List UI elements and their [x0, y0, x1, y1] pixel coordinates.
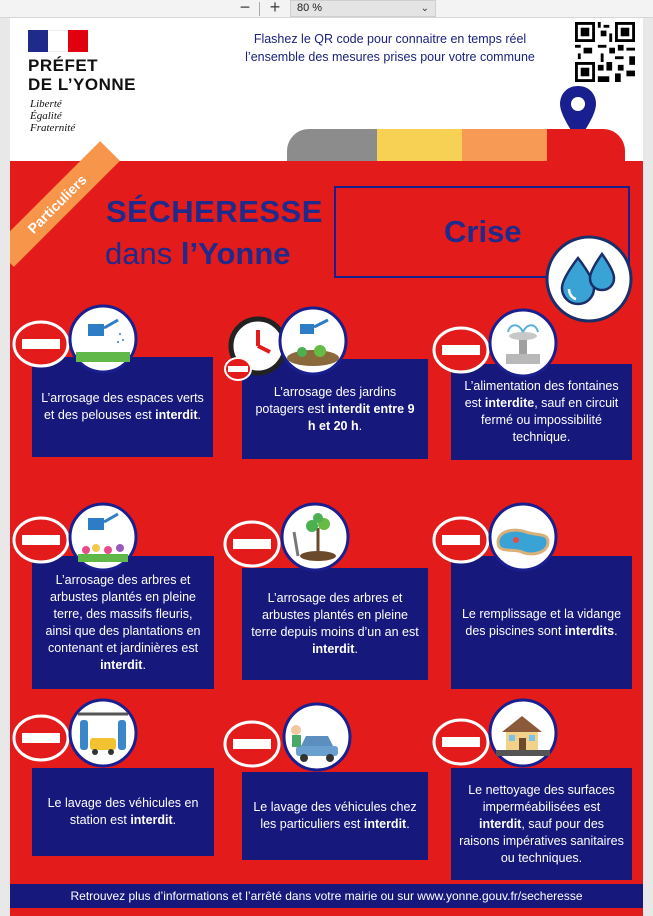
level-band-alerte-renforcee — [462, 129, 547, 161]
car-wash-home-icon — [282, 702, 352, 772]
card-new-trees: L’arrosage des arbres et arbustes plantés en pleine terre depuis moins d’un an est interdit. — [242, 568, 428, 680]
no-entry-icon — [432, 718, 490, 766]
no-entry-icon — [432, 516, 490, 564]
poster-header — [10, 18, 643, 162]
card-fountain: L’alimentation des fontaines est interdite, sauf en circuit fermé ou impossibilité technique. — [451, 364, 632, 460]
level-band-alerte — [377, 129, 462, 161]
toolbar-divider — [259, 2, 260, 16]
zoom-in-button[interactable]: + — [269, 0, 281, 17]
qr-code-icon[interactable] — [575, 22, 635, 82]
no-entry-icon — [223, 520, 281, 568]
tree-planting-icon — [280, 502, 350, 572]
card-car-wash-station: Le lavage des véhicules en station est interdit. — [32, 768, 214, 856]
no-entry-icon — [432, 326, 490, 374]
card-lawn: L’arrosage des espaces verts et des pelouses est interdit. — [32, 357, 213, 457]
zoom-value: 80 % — [297, 2, 323, 14]
no-entry-icon — [223, 720, 281, 768]
poster-title: SÉCHERESSE — [106, 194, 323, 229]
zoom-select[interactable] — [290, 0, 436, 17]
viewer-toolbar — [0, 0, 653, 18]
watering-lawn-icon — [68, 304, 138, 374]
card-vegetable-garden: L’arrosage des jardins potagers est interdit entre 9 h et 20 h. — [242, 359, 428, 459]
no-entry-icon — [12, 516, 70, 564]
level-label: Crise — [444, 214, 522, 249]
watering-flowers-icon — [68, 502, 138, 572]
chevron-down-icon: ⌄ — [420, 3, 429, 14]
card-impermeable-surfaces: Le nettoyage des surfaces imperméabilisées est interdit, sauf pour des raisons impératives sanitaires ou techniques. — [451, 768, 632, 880]
level-band-crise — [547, 129, 625, 161]
audience-ribbon: Particuliers — [10, 141, 120, 267]
qr-instructions: Flashez le QR code pour connaitre en temps réel l’ensemble des mesures prises pour votre commune — [245, 32, 535, 64]
car-wash-station-icon — [68, 698, 138, 768]
card-car-wash-home: Le lavage des véhicules chez les particuliers est interdit. — [242, 772, 428, 860]
card-pool: Le remplissage et la vidange des piscines sont interdits. — [451, 556, 632, 689]
house-surface-icon — [488, 698, 558, 768]
card-trees-flowers: L’arrosage des arbres et arbustes plantés en pleine terre, des massifs fleuris, ainsi que des plantations en contenant et jardinières est interdit. — [32, 556, 214, 689]
no-entry-icon — [12, 714, 70, 762]
zoom-out-button[interactable]: − — [239, 0, 251, 17]
footer-info: Retrouvez plus d’informations et l’arrêté dans votre mairie ou sur www.yonne.gouv.fr/secheresse — [10, 884, 643, 908]
no-entry-icon — [223, 356, 253, 382]
no-entry-icon — [12, 320, 70, 368]
clock-garden-icon — [278, 306, 348, 376]
republic-motto: Liberté Égalité Fraternité — [30, 98, 76, 134]
marianne-logo — [28, 30, 88, 52]
poster — [10, 18, 643, 916]
poster-subtitle: dans l’Yonne — [105, 236, 291, 271]
pool-icon — [488, 502, 558, 572]
prefet-title: PRÉFET DE L’YONNE — [28, 56, 136, 94]
fountain-icon — [488, 308, 558, 378]
level-band-vigilance — [287, 129, 377, 161]
